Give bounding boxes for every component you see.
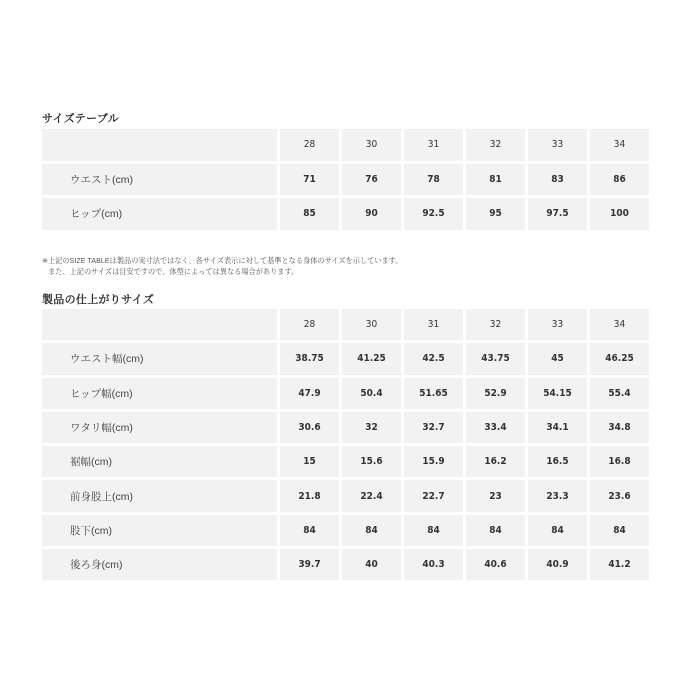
size-header-cell: 34 [590, 309, 649, 340]
table-cell: 30.6 [280, 412, 339, 443]
size-header-cell: 32 [466, 129, 525, 161]
table-cell: 41.25 [342, 343, 401, 374]
row-label: ウエスト幅(cm) [42, 343, 277, 374]
row-label: ヒップ(cm) [42, 198, 277, 230]
table-row [42, 515, 649, 546]
table-cell: 84 [280, 515, 339, 546]
table-row [42, 343, 649, 374]
table-cell: 23.3 [528, 480, 587, 511]
table-cell: 41.2 [590, 549, 649, 580]
table-cell: 84 [404, 515, 463, 546]
table-cell: 81 [466, 164, 525, 196]
table-cell: 40.6 [466, 549, 525, 580]
note-line: また、上記のサイズは目安ですので、体型によっては異なる場合があります。 [48, 267, 299, 276]
table-cell: 15.6 [342, 446, 401, 477]
row-label: ワタリ幅(cm) [42, 412, 277, 443]
finished-table-header-row [42, 309, 649, 340]
size-table-corner [42, 129, 277, 161]
table-cell: 32 [342, 412, 401, 443]
table-cell: 22.4 [342, 480, 401, 511]
table-cell: 38.75 [280, 343, 339, 374]
table-cell: 52.9 [466, 378, 525, 409]
table-row [42, 446, 649, 477]
table-cell: 34.1 [528, 412, 587, 443]
size-table-header-row [42, 129, 649, 161]
row-label: 後ろ身(cm) [42, 549, 277, 580]
table-cell: 100 [590, 198, 649, 230]
table-cell: 16.2 [466, 446, 525, 477]
table-cell: 40 [342, 549, 401, 580]
table-cell: 47.9 [280, 378, 339, 409]
table-cell: 33.4 [466, 412, 525, 443]
table-cell: 78 [404, 164, 463, 196]
table-cell: 92.5 [404, 198, 463, 230]
row-label: ヒップ幅(cm) [42, 378, 277, 409]
size-table-title: サイズテーブル [42, 113, 120, 125]
table-cell: 16.8 [590, 446, 649, 477]
table-cell: 54.15 [528, 378, 587, 409]
table-cell: 16.5 [528, 446, 587, 477]
table-cell: 42.5 [404, 343, 463, 374]
table-cell: 86 [590, 164, 649, 196]
size-header-cell: 31 [404, 309, 463, 340]
table-cell: 84 [528, 515, 587, 546]
size-header-cell: 28 [280, 309, 339, 340]
note-line: ※上記のSIZE TABLEは製品の実寸法ではなく、各サイズ表示に対して基準となる身体のサイズを示しています。 [42, 256, 403, 265]
table-cell: 23 [466, 480, 525, 511]
finished-table-corner [42, 309, 277, 340]
table-cell: 40.9 [528, 549, 587, 580]
table-cell: 15.9 [404, 446, 463, 477]
table-cell: 84 [342, 515, 401, 546]
size-header-cell: 33 [528, 309, 587, 340]
row-label: ウエスト(cm) [42, 164, 277, 196]
row-label: 裾幅(cm) [42, 446, 277, 477]
table-row [42, 549, 649, 580]
table-cell: 55.4 [590, 378, 649, 409]
size-header-cell: 31 [404, 129, 463, 161]
table-cell: 23.6 [590, 480, 649, 511]
row-label: 股下(cm) [42, 515, 277, 546]
table-row [42, 164, 649, 196]
table-cell: 97.5 [528, 198, 587, 230]
table-cell: 34.8 [590, 412, 649, 443]
finished-size-table [39, 306, 652, 583]
table-cell: 51.65 [404, 378, 463, 409]
size-note [42, 255, 402, 277]
table-cell: 76 [342, 164, 401, 196]
table-cell: 43.75 [466, 343, 525, 374]
table-row [42, 378, 649, 409]
size-header-cell: 30 [342, 309, 401, 340]
table-cell: 15 [280, 446, 339, 477]
size-header-cell: 28 [280, 129, 339, 161]
size-header-cell: 33 [528, 129, 587, 161]
size-header-cell: 32 [466, 309, 525, 340]
table-cell: 84 [590, 515, 649, 546]
table-cell: 32.7 [404, 412, 463, 443]
size-table [39, 126, 652, 233]
table-cell: 95 [466, 198, 525, 230]
table-cell: 46.25 [590, 343, 649, 374]
table-cell: 45 [528, 343, 587, 374]
row-label: 前身股上(cm) [42, 480, 277, 511]
table-row [42, 480, 649, 511]
table-cell: 83 [528, 164, 587, 196]
table-cell: 22.7 [404, 480, 463, 511]
table-cell: 90 [342, 198, 401, 230]
table-cell: 40.3 [404, 549, 463, 580]
size-header-cell: 30 [342, 129, 401, 161]
table-cell: 71 [280, 164, 339, 196]
size-header-cell: 34 [590, 129, 649, 161]
table-cell: 85 [280, 198, 339, 230]
table-cell: 21.8 [280, 480, 339, 511]
finished-size-title: 製品の仕上がりサイズ [42, 294, 155, 306]
table-cell: 50.4 [342, 378, 401, 409]
table-row [42, 198, 649, 230]
table-cell: 84 [466, 515, 525, 546]
table-row [42, 412, 649, 443]
table-cell: 39.7 [280, 549, 339, 580]
